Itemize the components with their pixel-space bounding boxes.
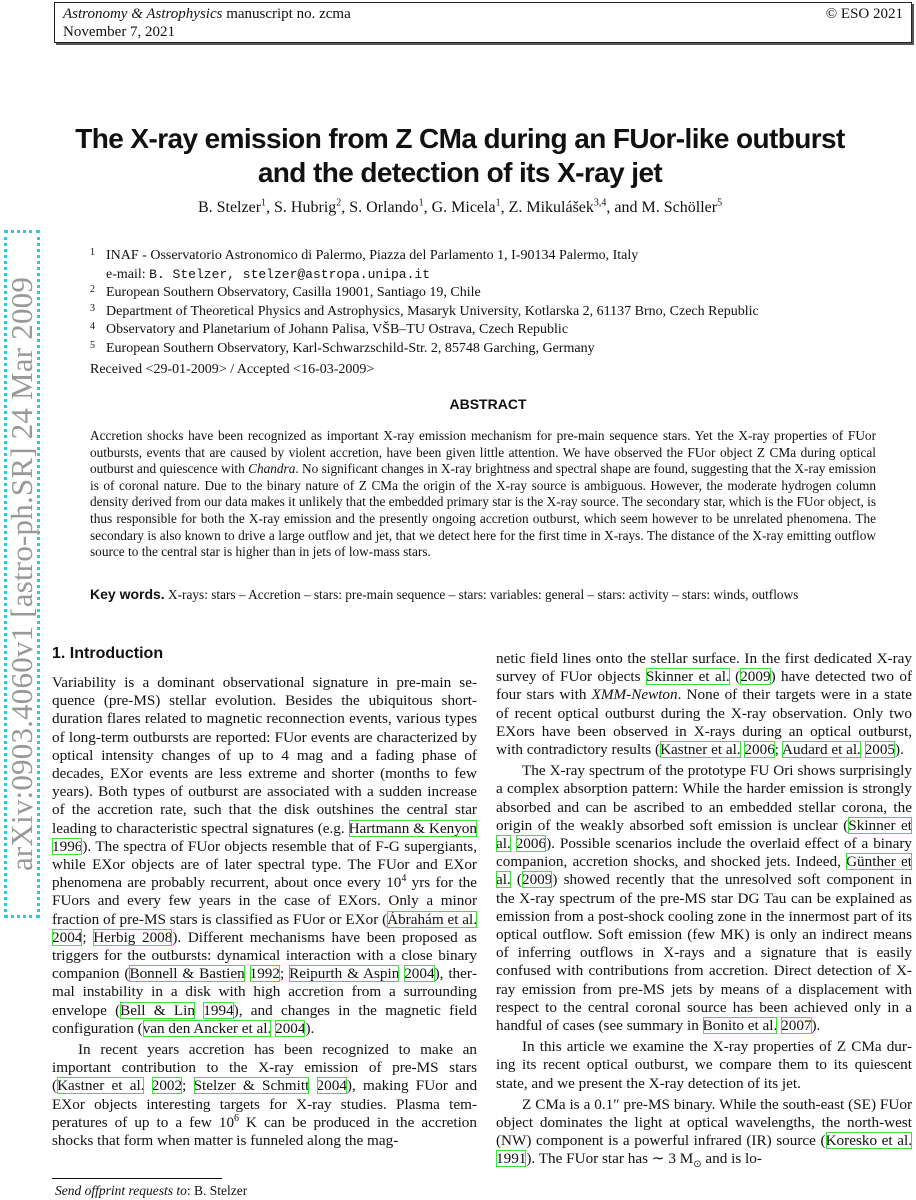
citation-link[interactable]: Herbig 2008 [93, 928, 173, 946]
email-address[interactable]: B. Stelzer, stelzer@astropa.unipa.it [149, 266, 431, 282]
journal-line [63, 5, 903, 23]
affiliation-text: European Southern Observatory, Casilla 19001, Santiago 19, Chile [106, 285, 481, 300]
paragraph-2-continued: netic field lines onto the stellar surface. In the first dedicated X-ray survey of FUor objects Skinner et al. (2009) have detected two of four stars with XMM-Newton. None of their targets were in a state of recent optical outburst during the X-ray observation. Only two EXors have been observed in X-rays during an optical outburst, with contradictory results (Kastner et al. 2006; Audard et al. 2005). [496, 650, 913, 759]
citation-link[interactable]: 2002 [151, 1077, 183, 1095]
keywords-label: Key words. [90, 586, 165, 602]
author-affiliation: 1 [418, 197, 424, 209]
footnote [55, 1183, 247, 1199]
header-date: November 7, 2021 [63, 24, 176, 40]
citation-link[interactable]: Audard et al. [781, 741, 861, 759]
citation-link[interactable]: 2004 [316, 1077, 347, 1095]
citation-link[interactable]: 2005 [864, 741, 896, 759]
citation-link[interactable]: 2007 [781, 1017, 812, 1035]
title-line-1: The X-ray emission from Z CMa during an FUor-like outburst [75, 123, 845, 154]
citation-link[interactable]: 2004 [275, 1019, 306, 1037]
manuscript-number: manuscript no. zcma [222, 6, 351, 22]
abstract-italic: Chandra [248, 461, 296, 477]
arxiv-stamp[interactable] [4, 230, 40, 918]
body-column-right [496, 650, 912, 1175]
footnote-label: Send offprint requests to [55, 1183, 187, 1198]
citation-link[interactable]: Stelzer & Schmitt [193, 1077, 310, 1095]
citation-link[interactable]: 2009 [521, 871, 553, 889]
affiliation-text: Department of Theoretical Physics and Astrophysics, Masaryk University, Kotlarska 2, 61137 Brno, Czech Republic [106, 303, 759, 319]
affiliation-text: Observatory and Planetarium of Johann Palisa, VŠB–TU Ostrava, Czech Republic [106, 322, 569, 337]
citation-link[interactable]: 2009 [740, 668, 771, 686]
superscript: 4 [401, 873, 407, 885]
paragraph-2: In recent years accretion has been recognized to make an important contribution to the X-ray emission of pre-MS stars (Kastner et al. 2002; Stelzer & Schmitt 2004), making FUor and EXor objects interesting targets for X-ray studies. Plasma temperatures of up to a few $10^6$ K can be produced in the accretion shocks that form when matter is funneled along the mag- [52, 1041, 478, 1150]
citation-link[interactable]: Kastner et al. [660, 741, 741, 759]
citation-link[interactable]: Skinner et al. [645, 668, 730, 686]
citation-link[interactable]: Bonito et al. [702, 1017, 778, 1035]
arxiv-id: arXiv:0903.4060v1 [astro-ph.SR] 24 Mar 2009 [4, 276, 39, 872]
paragraph-1: Variability is a dominant observational signature in pre-main sequence (pre-MS) stellar evolution. Besides the ubiquitous short-duration flares related to magnetic reconnection events, various types of long-term outbursts are reported: FUor events are characterized by optical intensity changes of up to 4 mag and a fading phase of decades, EXor events are less extreme and shorter (months to few years). Both types of outburst are associated with a sudden increase of the accretion rate, such that the disk outshines the central star leading to characteristic spectral signatures (e.g. Hartmann & Kenyon 1996). The spectra of FUor objects resemble that of F-G supergiants, while EXor objects are of later spectral type. The FUor and EXor phenomena are probably recurrent, about once every $10^4$ yrs for the FUors and every few years in the case of EXors. Only a minor fraction of pre-MS stars is classified as FUor or EXor (Ábrahám et al. 2004; Herbig 2008). Different mechanisms have been proposed as triggers for the outbursts: dynamical interaction with a close binary companion (Bonnell & Bastien 1992; Reipurth & Aspin 2004), thermal instability in a disk with high accretion from a surrounding envelope (Bell & Lin 1994), and changes in the magnetic field configuration (van den Ancker et al. 2004). [52, 674, 478, 1037]
author-affiliation: 5 [717, 197, 723, 209]
affiliation-1: 1 INAF - Osservatorio Astronomico di Palermo, Piazza del Parlamento 1, I-90134 Palermo, Italy [90, 247, 639, 263]
abstract-part: . No significant changes in X-ray brightness and spectral shape are found, suggesting that the X-ray emission is of coronal nature. Due to the binary nature of Z CMa the origin of the X-ray source is ambiguous. However, the moderate hydrogen column density derived from our data makes it unlikely that the embedded primary star is the X-ray source. The secondary star, which is the FUor object, is thus responsible for both the X-ray emission and the presently ongoing accretion outburst, which seem however to be unrelated phenomena. The secondary is also known to drive a large outflow and jet, that we detect here for the first time in X-rays. The distance of the X-ray emitting outflow source to the central star is higher than in jets of low-mass stars. [90, 461, 876, 560]
affiliation-2: 2 European Southern Observatory, Casilla 19001, Santiago 19, Chile [90, 284, 481, 300]
body-column-left [52, 674, 477, 1150]
citation-link[interactable]: Skinner et al. [496, 816, 912, 853]
citation-link[interactable]: Kastner et al. [57, 1077, 145, 1095]
abstract-text [90, 428, 876, 561]
email-label: e-mail: [106, 266, 150, 282]
author-name: B. Stelzer [197, 199, 262, 216]
copyright: © ESO 2021 [825, 6, 903, 22]
citation-link[interactable]: Günther et al. [496, 853, 912, 889]
author-affiliation: 1 [261, 197, 267, 209]
author-name: M. Schöller [641, 199, 718, 216]
paragraph-4: In this article we examine the X-ray properties of Z CMa during its recent optical outburst, we compare them to its quiescent state, and we present the X-ray detection of its jet. [496, 1038, 912, 1092]
title-line-2: and the detection of its X-ray jet [257, 157, 663, 188]
italic-term: XMM-Newton [591, 686, 678, 704]
subscript: ⊙ [693, 1159, 702, 1171]
citation-link[interactable]: van den Ancker et al. [142, 1019, 272, 1037]
citation-link[interactable]: Reipurth & Aspin [289, 965, 400, 983]
citation-link[interactable]: 1991 [496, 1150, 527, 1168]
author-affiliation: 1 [495, 197, 501, 209]
superscript: 6 [234, 1112, 240, 1124]
email-line [90, 266, 900, 285]
citation-link[interactable]: 2006 [515, 835, 547, 853]
keywords-list: X-rays: stars – Accretion – stars: pre-main sequence – stars: variables: general – stars: activity – stars: winds, outflows [164, 587, 799, 602]
abstract-part: Accretion shocks have been recognized as important X-ray emission mechanism for pre-main sequence stars. Yet the X-ray properties of FUor outbursts, events that are caused by violent accretion, have been given little attention. We have observed the FUor object Z CMa during optical outburst and quiescence with [90, 428, 876, 477]
author-name: G. Micela [431, 199, 496, 216]
journal-header [54, 2, 912, 43]
author-name: Z. Mikulášek [508, 199, 594, 216]
paragraph-3: The X-ray spectrum of the prototype FU Ori shows surprisingly a complex absorption pattern: While the harder emission is strongly absorbed and can be ascribed to an embedded stellar corona, the origin of the weakly absorbed soft emission is unclear (Skinner et al. 2006). Possible scenarios include the overlaid effect of a binary companion, accretion shocks, and shocked jets. Indeed, Günther et al. (2009) showed recently that the unresolved soft component in the X-ray spectrum of the pre-MS star DG Tau can be explained as emission from a post-shock cooling zone in the innermost part of its optical outflow. Soft emission (few MK) is only an indirect means of inferring outflows in X-rays and a signature that is easily confused with contributions from accretion. Direct detection of X-ray emission from pre-MS jets by means of a displacement with respect to the central coronal source has been achieved only in a handful of cases (see summary in Bonito et al. 2007). [496, 762, 912, 1035]
citation-link[interactable]: Koresko et al. [825, 1132, 913, 1150]
citation-link[interactable]: 2004 [52, 928, 83, 946]
author-name: S. Hubrig [274, 199, 337, 216]
abstract-heading: ABSTRACT [449, 396, 527, 412]
citation-link[interactable]: Bell & Lin [120, 1001, 195, 1019]
citation-link[interactable]: 1994 [203, 1001, 234, 1019]
affiliation-text: European Southern Observatory, Karl-Schwarzschild-Str. 2, 85748 Garching, Germany [106, 340, 595, 356]
affiliation-3: 3 Department of Theoretical Physics and Astrophysics, Masaryk University, Kotlarska 2, 61137 Brno, Czech Republic [90, 302, 759, 319]
footnote-text: : B. Stelzer [186, 1183, 248, 1198]
citation-link[interactable]: 1996 [52, 837, 83, 855]
paper-title [60, 122, 860, 190]
author-name: S. Orlando [349, 199, 419, 216]
author-affiliation: 2 [336, 197, 342, 209]
keywords [90, 586, 890, 603]
affiliation-4: 4 Observatory and Planetarium of Johann Palisa, VŠB–TU Ostrava, Czech Republic [90, 321, 569, 337]
citation-link[interactable]: 2004 [404, 965, 435, 983]
citation-link[interactable]: Hartmann & Kenyon [348, 819, 477, 837]
author-list: B. Stelzer$^1$, S. Hubrig$^2$, S. Orlando$^1$, G. Micela$^1$, Z. Mikulášek$^{3,4}$, and M. Schöller$^5$ [197, 197, 723, 216]
citation-link[interactable]: 1992 [249, 965, 280, 983]
citation-link[interactable]: Bonnell & Bastien [129, 965, 245, 983]
footnote-divider [52, 1178, 222, 1179]
paragraph-5: Z CMa is a 0.1″ pre-MS binary. While the south-east (SE) FUor object dominates the light at optical wavelengths, the north-west (NW) component is a powerful infrared (IR) source (Koresko et al. 1991). The FUor star has ∼ 3 $M_⊙$ and is lo- [496, 1095, 913, 1171]
journal-name: Astronomy & Astrophysics [63, 6, 223, 22]
affiliation-text: INAF - Osservatorio Astronomico di Palermo, Piazza del Parlamento 1, I-90134 Palermo, Italy [106, 248, 639, 263]
citation-link[interactable]: 2006 [744, 741, 775, 759]
received-dates: Received <29-01-2009> / Accepted <16-03-2009> [90, 362, 375, 377]
citation-link[interactable]: Ábrahám et al. [387, 910, 477, 928]
affiliations [90, 247, 900, 358]
affiliation-5: 5 European Southern Observatory, Karl-Schwarzschild-Str. 2, 85748 Garching, Germany [90, 339, 595, 356]
section-heading: 1. Introduction [52, 645, 164, 662]
author-affiliation: 3,4 [593, 197, 607, 209]
